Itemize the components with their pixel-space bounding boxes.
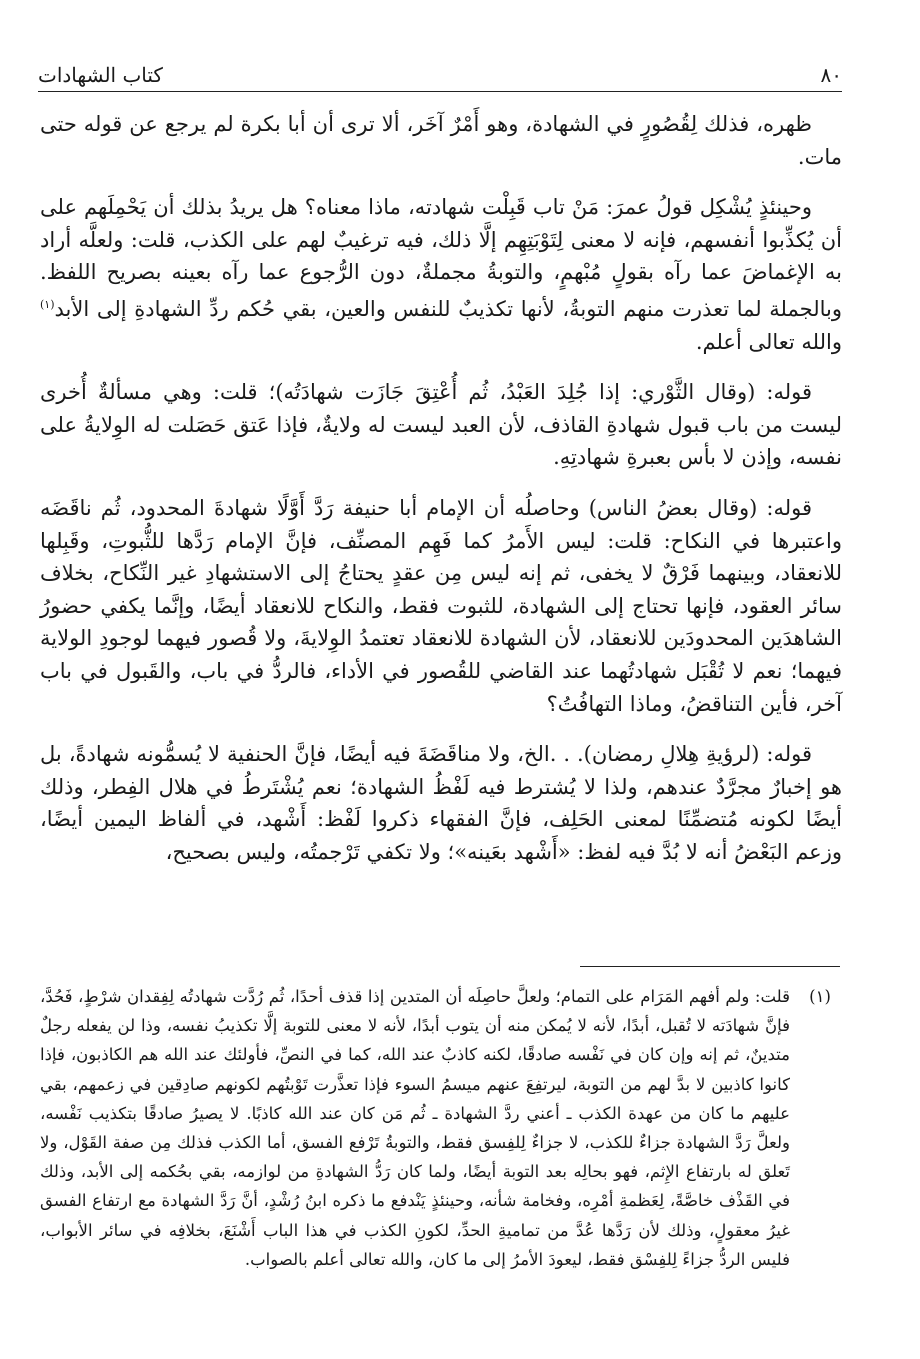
paragraph-text: وحينئذٍ يُشْكِل قولُ عمرَ: مَنْ تاب قَبِلْت شهادته، ماذا معناه؟ هل يريدُ بذلك أن يَحْمِلَهم على أن يُكذِّبوا أنفسهم، فإنه لا معنى لِتَوْبَتِهِم إلَّا ذلك، فيه ترغيبٌ لهم على الكذب، قلت: ولعلَّه أراد به الإغماضَ عما رآه بقولٍ مُبْهمٍ، والتوبةُ مجملةٌ، دون الرُّجوع عما رآه بعينه بصريح اللفظ. وبالجملة لما تعذرت منهم التوبةُ، لأنها تكذيبٌ للنفس والعين، بقي حُكم ردِّ الشهادةِ إلى الأبد (40, 195, 842, 321)
paragraph (40, 191, 842, 358)
paragraph: ظهره، فذلك لِقُصُورٍ في الشهادة، وهو أَمْرٌ آخَر، ألا ترى أن أبا بكرة لم يرجع عن قوله حتى مات. (40, 112, 842, 169)
main-text (40, 108, 842, 886)
footnote (40, 982, 842, 1274)
footnote-separator (580, 966, 840, 967)
footnote-text: قلت: ولم أفهم المَرَام على التمام؛ ولعلَّ حاصِلَه أن المتدين إذا قذف أحدًا، ثُم رُدَّت شهادتُه لِفِقدان شرْطٍ، فَحُدَّ، فإنَّ شهادَته لا تُقبل، أبدًا، لأنه لا يُمكن منه أن يتوب أبدًا، لأنه لا معنى للتوبة إلَّا تكذيبُ نفسه، وذا لن يفعله رجلٌ متدينٌ، ثم إنه وإن كان في نَفْسه صادقًا، لكنه كاذبٌ عند الله، كما في النصِّ، فأولئك عند الله هم الكاذبون، فإذا كانوا كاذبين لا بدَّ لهم من التوبة، ليرتفِعَ عنهم ميسمُ السوء فإذا تعذَّرت تَوْبتُهم لكونهم صادِقين في زعمهم، بقي عليهم ما كان من عهدة الكذب ـ أعني ردَّ الشهادة ـ ثُم مَن كان عند الله كاذبًا. لا يصيرُ صادقًا بتكذيب نَفْسه، ولعلَّ رَدَّ الشهادة جزاءٌ للكذب، لا جزاءٌ لِلفِسق فقط، والتوبةُ تَرْفع الفسق، أما الكذب فذلك مِن صفة القَوْل، ولا تَعلق له بارتفاع الإِثم، فهو بحالِه بعد التوبة أيضًا، ولما كان رَدُّ الشهادةِ من لوازمه، بقي بحُكمه إلى الأبد، وذلك في القَذْف خاصَّةً، لِعَظمةِ أمْرِه، وفخامة شأنه، وحينئذٍ يَنْدفع ما ذكره ابنُ رُشْدٍ، أنَّ رَدَّ الشهادة مع ارتفاع الفسق غيرُ معقولٍ، وذلك لأن رَدَّها عُدَّ من تماميةِ الحدِّ، لكونِ الكذب في هذا الباب أَشْنَعَ، بخلافِه في سائر الأبواب، فليس الردُّ جزاءً لِلفِسْق فقط، ليعودَ الأمرُ إلى ما كان، والله تعالى أعلم بالصواب. (40, 987, 790, 1269)
page-number: ٨٠ (820, 63, 842, 87)
footnote-marker: (١) (40, 297, 55, 311)
paragraph: قوله: (وقال بعضُ الناس) وحاصلُه أن الإمام أبا حنيفة رَدَّ أَوَّلًا شهادةَ المحدود، ثُم ناقَضَه واعتبرها في النكاح: قلت: ليس الأَمرُ كما فَهِم المصنِّف، فإنَّ الإمام رَدَّها للثُّبوتِ، وقَبِلها للانعقاد، وبينهما فَرْقٌ لا يخفى، ثم إنه ليس مِن عقدٍ يحتاجُ إلى الاستشهادِ غير النِّكاح، بخلاف سائر العقود، فإنها تحتاج إلى الشهادة، للثبوت فقط، والنكاح للانعقاد أيضًا، وإنَّما يكفي حضورُ الشاهدَين المحدودَين للانعقاد، لأن الشهادة للانعقاد تعتمدُ الوِلايةَ، ولا قُصور فيهما لوجودِ الولاية فيهما؛ نعم لا تُقْبَل شهادتُهما عند القاضي للقُصور في الأداء، فالردُّ في باب، والقَبول في باب آخر، فأين التناقضُ، وماذا التهافُتُ؟ (40, 495, 842, 716)
paragraph: قوله: (لرؤيةِ هِلالِ رمضان). . .الخ، ولا مناقَضَةَ فيه أيضًا، فإنَّ الحنفية لا يُسمُّونه شهادةً، بل هو إخبارٌ مجرَّدٌ عندهم، ولذا لا يُشترط فيه لَفْظُ الشهادة؛ نعم يُشْتَرطُ في هلال الفِطر، وذلك أيضًا لكونه مُتضمِّنًا لمعنى الحَلِف، فإنَّ الفقهاء ذكروا لَفْظ: أَشْهد، في ألفاظ اليمين أيضًا، وزعم البَعْضُ أنه لا بُدَّ فيه لفظ: «أَشْهد بعَينه»؛ ولا تكفي تَرْجمتُه، وليس بصحيح، (40, 742, 842, 864)
paragraph: قوله: (وقال الثَّوْري: إذا جُلِدَ العَبْدُ، ثُم أُعْتِقَ جَازَت شهادَتُه)؛ قلت: وهي مسألةٌ أُخرى ليست من باب قبول شهادةِ القاذف، لأن العبد ليست له ولايةٌ، فإذا عَتق حَصَلت له الوِلايةُ على نفسه، وإذن لا بأس بعبرةِ شهادتِهِ. (40, 380, 842, 470)
paragraph-tail: والله تعالى أعلم. (695, 329, 842, 354)
book-title: كتاب الشهادات (38, 63, 163, 87)
page-header (38, 52, 842, 92)
footnote-number: (١) (809, 987, 831, 1006)
